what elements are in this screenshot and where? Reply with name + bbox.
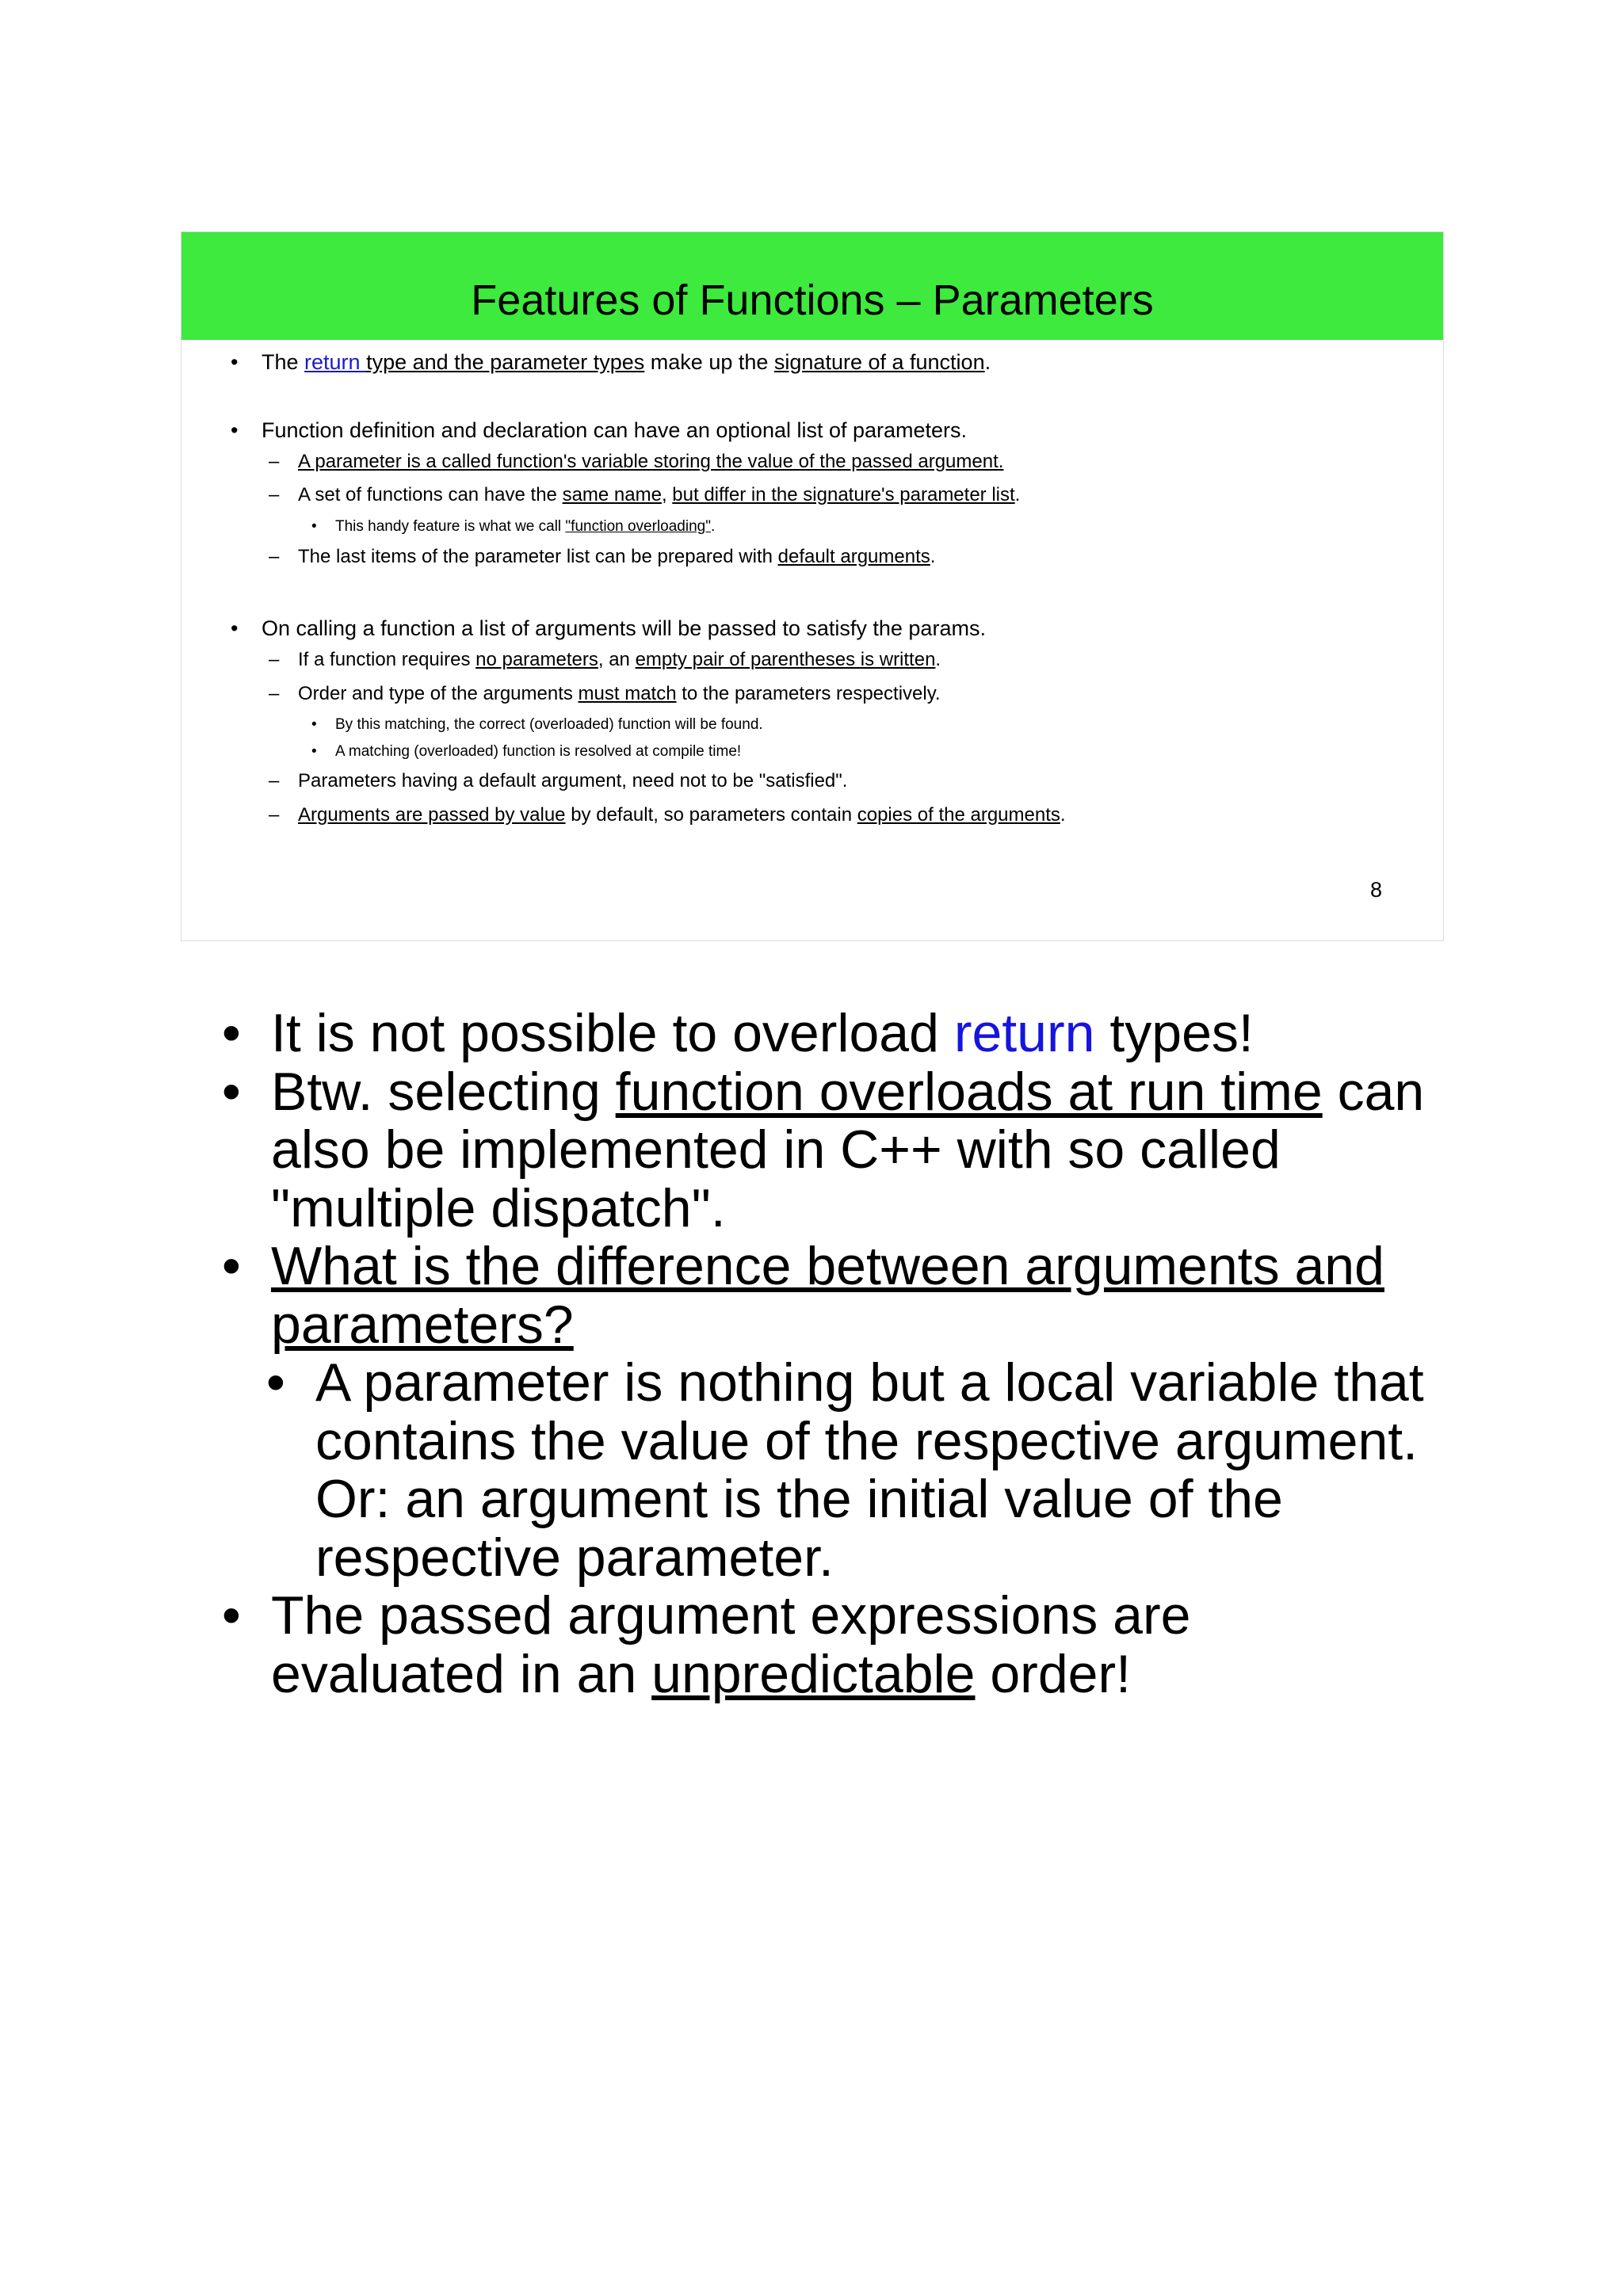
- keyword-return: return: [953, 1003, 1095, 1063]
- slide-subsubbullet-matching: By this matching, the correct (overloaded) function will be found.: [335, 716, 763, 733]
- speaker-notes: [222, 1005, 1426, 1703]
- slide-bullet-definition: Function definition and declaration can have an optional list of parameters.: [262, 418, 968, 442]
- slide-page-number: 8: [1370, 878, 1383, 902]
- slide-subbullet-same-name: A set of functions can have the same name, but differ in the signature's parameter list.: [298, 484, 1021, 505]
- slide-subbullet-must-match: Order and type of the arguments must match to the parameters respectively.: [298, 683, 941, 704]
- bullet-marker: •: [231, 350, 239, 374]
- slide-subbullet-parameter-def: A parameter is a called function's variable storing the value of the passed argument.: [298, 451, 1004, 472]
- dash-marker: –: [269, 484, 280, 505]
- slide-frame: [181, 231, 1444, 941]
- note-multiple-dispatch: • Btw. selecting function overloads at run time can also be implemented in C++ with so called "multiple dispatch".: [222, 1063, 1426, 1238]
- note-parameter-explained: • A parameter is nothing but a local variable that contains the value of the respective argument. Or: an argument is the initial value of the respective parameter.: [222, 1354, 1426, 1587]
- slide-bullet-calling: On calling a function a list of arguments will be passed to satisfy the params.: [262, 616, 986, 640]
- note-return-types: • It is not possible to overload return types!: [222, 1005, 1426, 1063]
- dash-marker: –: [269, 683, 280, 704]
- slide-subbullet-no-params: If a function requires no parameters, an empty pair of parentheses is written.: [298, 649, 941, 670]
- slide-subbullet-satisfied: Parameters having a default argument, need not to be "satisfied".: [298, 770, 848, 791]
- slide-subbullet-by-value: Arguments are passed by value by default, so parameters contain copies of the arguments.: [298, 804, 1066, 826]
- slide-subbullet-default-args: The last items of the parameter list can be prepared with default arguments.: [298, 546, 936, 567]
- note-difference-question: • What is the difference between arguments and parameters?: [222, 1238, 1426, 1354]
- keyword-return: return: [304, 350, 367, 374]
- bullet-marker: •: [231, 418, 239, 442]
- dash-marker: –: [269, 451, 280, 472]
- note-evaluation-order: • The passed argument expressions are evaluated in an unpredictable order!: [222, 1587, 1426, 1703]
- slide-subsubbullet-compile-time: A matching (overloaded) function is resolved at compile time!: [335, 743, 742, 760]
- slide-subsubbullet-overloading: This handy feature is what we call "function overloading".: [335, 518, 716, 535]
- bullet-marker: •: [311, 743, 317, 760]
- bullet-marker: •: [311, 518, 317, 535]
- dash-marker: –: [269, 770, 280, 791]
- bullet-marker: •: [231, 616, 239, 640]
- dash-marker: –: [269, 804, 280, 826]
- bullet-marker: •: [311, 716, 317, 733]
- dash-marker: –: [269, 649, 280, 670]
- slide-title: Features of Functions – Parameters: [471, 277, 1154, 324]
- dash-marker: –: [269, 546, 280, 567]
- slide-header-bar: [181, 232, 1443, 340]
- slide-bullet-signature: The return type and the parameter types make up the signature of a function.: [262, 350, 991, 374]
